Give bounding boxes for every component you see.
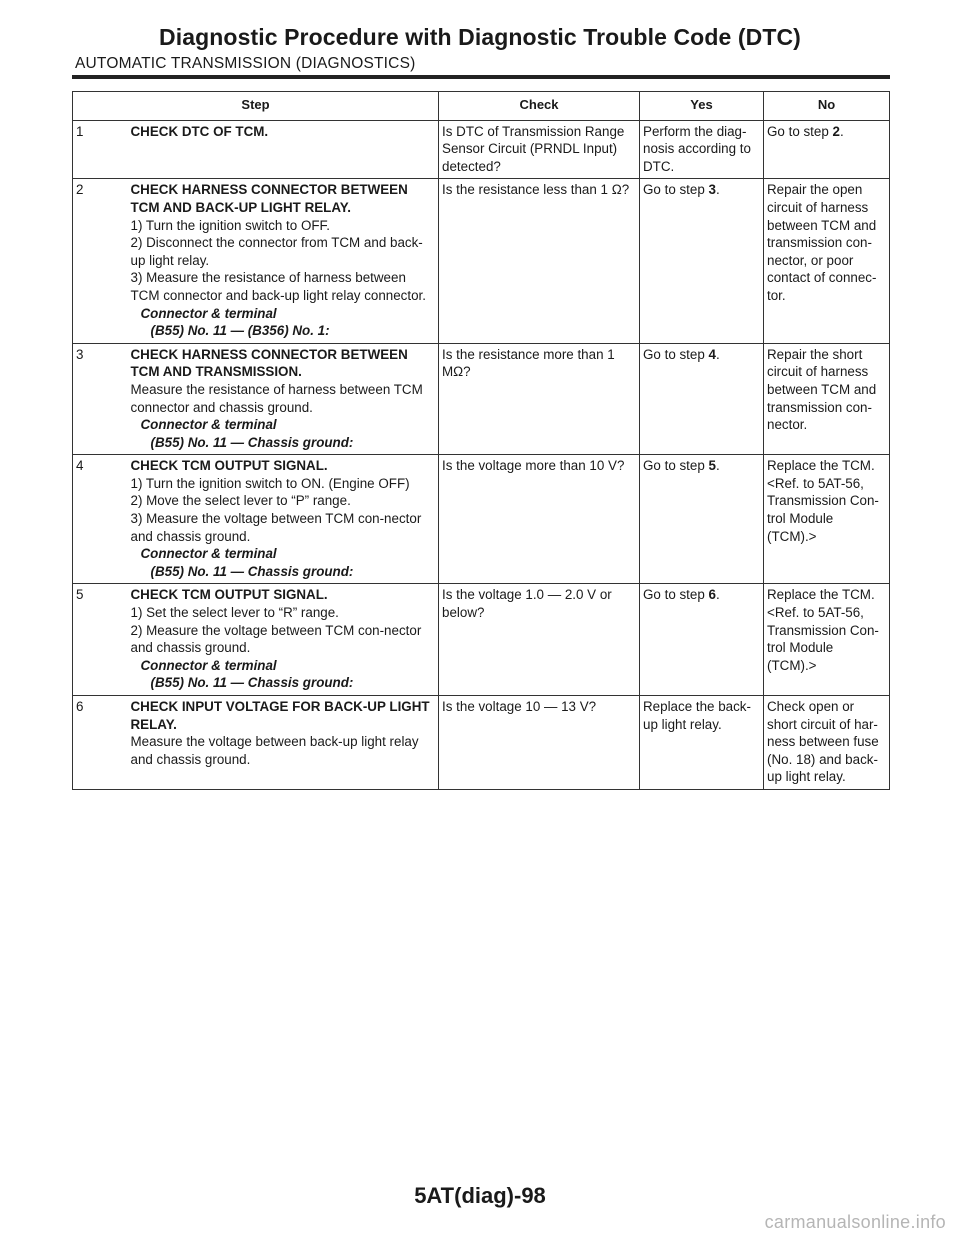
yes-action xyxy=(640,120,764,179)
no-action-text: Replace the TCM. <Ref. to 5AT-56, Transmission Con-trol Module (TCM).> xyxy=(767,458,879,544)
header-rule xyxy=(72,75,890,79)
connector-label: Connector & terminal xyxy=(140,546,277,562)
no-action xyxy=(764,179,890,343)
no-action-text: Replace the TCM. <Ref. to 5AT-56, Transmission Con-trol Module (TCM).> xyxy=(767,587,879,673)
check-question: Is the resistance less than 1 Ω? xyxy=(439,179,640,343)
yes-action-text: Go to step xyxy=(643,346,709,362)
column-header-check: Check xyxy=(439,92,640,121)
yes-action-period: . xyxy=(715,182,720,198)
yes-action-step-link: 6 xyxy=(708,587,716,603)
step-description xyxy=(128,455,439,584)
connector-terminal-value: (B55) No. 11 — Chassis ground: xyxy=(150,434,354,450)
step-title: CHECK INPUT VOLTAGE FOR BACK-UP LIGHT RELAY. xyxy=(130,699,430,732)
table-row xyxy=(73,179,890,343)
table-row xyxy=(73,584,890,696)
check-question: Is the voltage 1.0 — 2.0 V or below? xyxy=(439,584,640,696)
step-instruction: 1) Turn the ignition switch to OFF. xyxy=(130,217,330,233)
connector-label: Connector & terminal xyxy=(140,305,277,321)
connector-label: Connector & terminal xyxy=(140,657,277,673)
step-number xyxy=(73,343,128,455)
connector-label: Connector & terminal xyxy=(140,417,277,433)
step-instruction: 1) Turn the ignition switch to ON. (Engine OFF) xyxy=(130,475,410,491)
step-number-text: 3 xyxy=(76,346,84,362)
no-action-period: . xyxy=(839,123,844,139)
no-action-text: Repair the short circuit of harness between TCM and transmission con-nector. xyxy=(767,346,877,433)
page-number: 5AT(diag)-98 xyxy=(414,1183,546,1208)
watermark: carmanualsonline.info xyxy=(764,1212,946,1232)
yes-action-period: . xyxy=(715,587,720,603)
step-instruction: 2) Disconnect the connector from TCM and back-up light relay. xyxy=(130,235,423,268)
step-instruction: 3) Measure the voltage between TCM con-nector and chassis ground. xyxy=(130,511,422,544)
no-action-text: Go to step xyxy=(767,123,833,139)
no-action xyxy=(764,343,890,455)
yes-action-text: Replace the back-up light relay. xyxy=(643,699,751,732)
step-number xyxy=(73,120,128,179)
no-action xyxy=(764,455,890,584)
connector-terminal-value: (B55) No. 11 — (B356) No. 1: xyxy=(150,323,330,339)
yes-action xyxy=(640,343,764,455)
yes-action xyxy=(640,179,764,343)
step-number xyxy=(73,179,128,343)
step-number-text: 5 xyxy=(76,587,84,603)
step-number-text: 6 xyxy=(76,699,84,714)
step-title: CHECK TCM OUTPUT SIGNAL. xyxy=(130,587,328,603)
step-number-text: 1 xyxy=(76,123,84,139)
yes-action-text: Go to step xyxy=(643,587,709,603)
table-row xyxy=(73,696,890,790)
yes-action-step-link: 5 xyxy=(708,458,716,474)
step-description xyxy=(128,179,439,343)
step-instruction: 1) Set the select lever to “R” range. xyxy=(130,605,339,621)
step-title: CHECK HARNESS CONNECTOR BETWEEN TCM AND BACK-UP LIGHT RELAY. xyxy=(130,182,408,215)
step-number xyxy=(73,696,128,790)
column-header-yes: Yes xyxy=(640,92,764,121)
yes-action-period: . xyxy=(715,346,720,362)
step-number-text: 4 xyxy=(76,458,84,474)
step-title: CHECK TCM OUTPUT SIGNAL. xyxy=(130,458,328,474)
diagnostic-procedure-table xyxy=(72,91,890,790)
connector-terminal-value: (B55) No. 11 — Chassis ground: xyxy=(150,563,354,579)
step-title: CHECK DTC OF TCM. xyxy=(130,123,269,139)
step-instruction: 2) Move the select lever to “P” range. xyxy=(130,493,351,509)
no-action xyxy=(764,696,890,790)
step-number xyxy=(73,584,128,696)
check-question: Is the voltage more than 10 V? xyxy=(439,455,640,584)
step-title: CHECK HARNESS CONNECTOR BETWEEN TCM AND TRANSMISSION. xyxy=(130,346,408,380)
check-question: Is the voltage 10 — 13 V? xyxy=(439,696,640,790)
table-header-row xyxy=(73,92,890,121)
step-description xyxy=(128,696,439,790)
yes-action-text: Perform the diag-nosis according to DTC. xyxy=(643,123,751,174)
table-row xyxy=(73,455,890,584)
yes-action xyxy=(640,584,764,696)
section-title: AUTOMATIC TRANSMISSION (DIAGNOSTICS) xyxy=(75,55,416,72)
page-title: Diagnostic Procedure with Diagnostic Trouble Code (DTC) xyxy=(159,24,801,50)
step-number xyxy=(73,455,128,584)
yes-action-text: Go to step xyxy=(643,182,709,198)
step-description xyxy=(128,343,439,455)
no-action-text: Repair the open circuit of harness between TCM and transmission con-nector, or poor contact of connec-tor. xyxy=(767,182,877,303)
table-row xyxy=(73,343,890,455)
yes-action xyxy=(640,696,764,790)
yes-action xyxy=(640,455,764,584)
yes-action-period: . xyxy=(715,458,720,474)
yes-action-text: Go to step xyxy=(643,458,709,474)
no-action xyxy=(764,120,890,179)
check-question: Is DTC of Transmission Range Sensor Circuit (PRNDL Input) detected? xyxy=(439,120,640,179)
step-instruction: Measure the resistance of harness between TCM connector and chassis ground. xyxy=(130,381,423,415)
no-action-text: Check open or short circuit of har-ness between fuse (No. 18) and back-up light relay. xyxy=(767,699,879,785)
column-header-no: No xyxy=(764,92,890,121)
yes-action-step-link: 4 xyxy=(708,346,716,362)
step-number-text: 2 xyxy=(76,182,84,198)
no-action xyxy=(764,584,890,696)
connector-terminal-value: (B55) No. 11 — Chassis ground: xyxy=(150,675,354,691)
column-header-step: Step xyxy=(73,92,439,121)
step-instruction: 3) Measure the resistance of harness between TCM connector and back-up light relay connector. xyxy=(130,270,426,303)
step-instruction: 2) Measure the voltage between TCM con-nector and chassis ground. xyxy=(130,622,422,656)
step-description xyxy=(128,584,439,696)
step-instruction: Measure the voltage between back-up light relay and chassis ground. xyxy=(130,734,419,767)
yes-action-step-link: 3 xyxy=(708,182,716,198)
table-row xyxy=(73,120,890,179)
step-description xyxy=(128,120,439,179)
check-question: Is the resistance more than 1 MΩ? xyxy=(439,343,640,455)
no-action-step-link: 2 xyxy=(832,123,840,139)
